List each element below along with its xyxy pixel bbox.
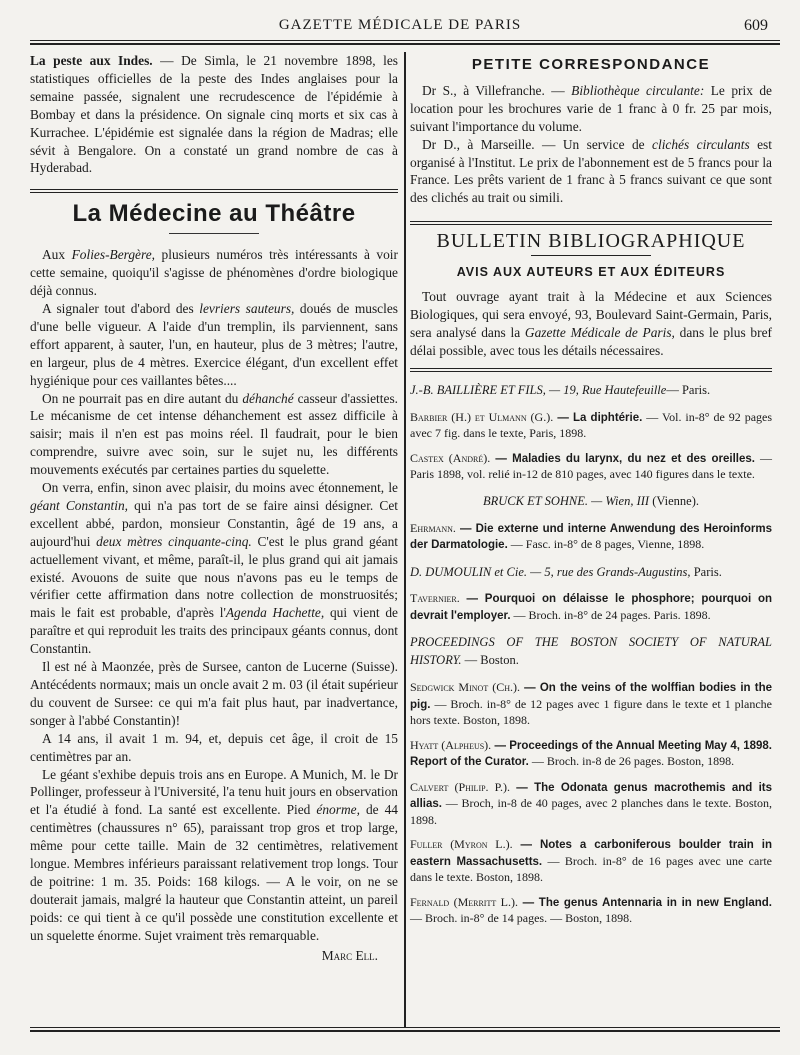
publisher-name: D. DUMOULIN et Cie. — 5, rue des Grands-Augustins, [410, 564, 691, 579]
italic-run: deux mètres cinquante-cinq. [96, 533, 252, 549]
italic-run: déhanché [242, 390, 294, 406]
publisher-city: — Boston. [461, 653, 519, 668]
title-ornament-rule [169, 233, 259, 234]
entry-details: — Vol. in-8° de 92 pages avec 7 fig. dans le texte, Paris, 1898. [410, 409, 773, 441]
footer-rule [30, 1027, 780, 1032]
publisher-line [410, 493, 772, 511]
entry-details: — Paris 1898, vol. relié in-12 de 810 pages, avec 140 figures dans le texte. [410, 450, 773, 482]
entry-details: — Broch. in-8° de 12 pages avec 1 figure dans le texte et 1 planche hors texte. Boston, 1898. [410, 696, 772, 728]
text-run: C'est le plus grand géant actuellement vivant, et même, paraît-il, le plus grand qui ait jamais existé. Avouons de suite que nous n'avons pas eu le temps de vérifier cette affirmation dans notre collection de monstruosités; mais le fait est probable, d'après l' [30, 533, 398, 621]
bib-entry [410, 895, 772, 927]
italic-run: Gazette Médicale de Paris, [524, 324, 675, 340]
entry-author: Sedgwick Minot (Ch.). [410, 680, 520, 695]
bib-entry [410, 780, 772, 829]
entry-author: Tavernier. [410, 591, 460, 606]
section-rule [410, 221, 772, 225]
italic-run: clichés circulants [652, 136, 750, 152]
publisher-name: PROCEEDINGS OF THE BOSTON SOCIETY OF NATURAL HISTORY. [410, 635, 772, 668]
bib-entry [410, 738, 772, 771]
italic-run: levriers sauteurs, [199, 300, 295, 316]
entry-author: Calvert (Philip. P.). [410, 779, 510, 794]
entry-title: — The Odonata genus macrothemis and its allias. [410, 781, 772, 811]
bulletin-title: BULLETIN BIBLIOGRAPHIQUE [436, 230, 746, 253]
article-paragraph [30, 390, 398, 480]
text-run: est organisé à l'Institut. Le prix de l'abonnement est de 5 francs pour la France. Les prêts varient de 1 franc à 5 francs suivant ce que sont des clichés au trait ou simili. [410, 136, 772, 206]
entry-details: — Fasc. in-8° de 8 pages, Vienne, 1898. [507, 537, 705, 551]
entry-title: — Notes a carboniferous boulder train in eastern Massachusetts. [410, 839, 772, 868]
italic-run: énorme, [316, 802, 360, 818]
text-run: Dr S., à Villefranche. — [422, 82, 572, 98]
avis-title: AVIS AUX AUTEURS ET AUX ÉDITEURS [456, 265, 726, 280]
text-run: On ne pourrait pas en dire autant du [42, 390, 243, 406]
entry-title: — The genus Antennaria in in new England. [518, 896, 772, 909]
text-run: Le géant s'exhibe depuis trois ans en Europe. A Munich, M. le Dr Pollinger, professeur à l'Université, l'a tenu huit jours en observation et l'a étudié à fond. La santé est excellente. Pied [30, 766, 398, 818]
publisher-city: — Paris. [666, 382, 711, 397]
italic-run: Agenda Hachette, [225, 605, 325, 621]
entry-author: Barbier (H.) et Ulmann (G.). [410, 409, 554, 424]
text-run: qui n'a pas tort de se faire ainsi désigner. Cet excellent abbé, pardon, monsieur Constantin, âgé de 19 ans, a aujourd'hui [30, 497, 398, 549]
publisher-city: Paris. [690, 564, 722, 579]
entry-title: — On the veins of the wolffian bodies in the pig. [410, 682, 772, 711]
bib-entry [410, 521, 772, 554]
peste-text: — De Simla, le 21 novembre 1898, les statistiques officielles de la peste des Indes anglaises pour la semaine passée, signalent une recrudescence de l'épidémie à Bombay et dans la présidence. On signale cinq morts et six cas à Kurrachee. L'épidémie est signalée dans la région de Madras; elle sévit à Bengalore. On a constaté un grand nombre de cas à Hyderabad. [30, 53, 398, 176]
entry-title: — Die externe und interne Anwendung des Heroinforms der Darmatologie. [410, 522, 772, 551]
peste-title: La peste aux Indes. [30, 53, 153, 68]
text-run: qui vient de paraître et qui reproduit les traits des principaux géants connus, dont Constantin. [30, 605, 398, 657]
entry-author: Fernald (Merritt L.). [410, 894, 519, 909]
entry-title: — La diphtérie. [553, 411, 643, 424]
bib-entry [410, 451, 772, 483]
column-divider [404, 52, 406, 1027]
entry-author: Fuller (Myron L.). [410, 837, 513, 852]
correspondance-item [410, 82, 772, 136]
italic-run: Bibliothèque circulante: [571, 82, 705, 98]
page-number: 609 [744, 17, 768, 34]
publisher-name: BRUCK ET SOHNE. — Wien, III [482, 493, 650, 508]
correspondance-item [410, 136, 772, 208]
article-paragraph [30, 246, 398, 300]
publisher-name: J.-B. BAILLIÈRE ET FILS, — 19, Rue Hautefeuille [410, 382, 667, 397]
text-run: On verra, enfin, sinon avec plaisir, du moins avec étonnement, le [42, 480, 398, 496]
text-run: dans le plus bref délai possible, avec tous les détails nécessaires. [410, 324, 772, 358]
entry-title: — Maladies du larynx, du nez et des oreilles. [490, 452, 755, 465]
section-rule [30, 189, 398, 193]
entry-author: Castex (André). [410, 450, 491, 465]
text-run: de 44 centimètres (chaussures n° 65), paraissant trop gros et trop large, même pour cette taille. Main de 32 centimètres, relativement longue. Membres inférieurs paraissant relativement trop longs. Tour de poitrine: 1 m. 35. Poids: 168 kilogs. — A le voir, on ne se douterait jamais, malgré la hauteur que Constantin atteint, un pareil poids: ce qui tient à ce qu'il possède une constitution excellente et un squelette énorme. Sujet vraiment très remarquable. [30, 802, 398, 943]
entry-author: Hyatt (Alpheus). [410, 737, 492, 752]
section-rule [410, 368, 772, 372]
entry-details: — Broch. in-8° de 14 pages. — Boston, 1898. [410, 911, 633, 926]
left-column [30, 52, 398, 965]
publisher-line [410, 564, 772, 582]
text-run: casseur d'assiettes. Le mécanisme de cet intense déhanchement est assez difficile à saisir; mais il n'en est pas moins réel. Il faudrait, pour le bien comprendre, suivre avec soin, sur le sujet nu, les différents mouvements exécutés par certaines parties du squelette. [30, 390, 399, 478]
header-rule [30, 40, 780, 45]
publisher-city: (Vienne). [649, 493, 699, 508]
avis-paragraph [410, 288, 772, 360]
author-signature: Marc Ell. [321, 947, 378, 963]
correspondance-title: PETITE CORRESPONDANCE [471, 56, 711, 73]
italic-run: géant Constantin, [30, 497, 128, 513]
article-paragraph: A 14 ans, il avait 1 m. 94, et, depuis cet âge, il croit de 15 centimètres par an. [30, 730, 398, 764]
section-title: La Médecine au Théâtre [72, 200, 356, 228]
text-run: Tout ouvrage ayant trait à la Médecine et aux Sciences Biologiques, qui sera envoyé, 93, Boulevard Saint-Germain, Paris, sera analysé dans la [410, 289, 772, 340]
bib-entry [410, 410, 772, 442]
entry-title: — Proceedings of the Annual Meeting May 4, 1898. Report of the Curator. [410, 739, 772, 769]
entry-author: Ehrmann. [410, 520, 456, 535]
italic-run: Folies-Bergère, [71, 247, 156, 263]
entry-details: — Broch, in-8 de 40 pages, avec 2 planches dans le texte. Boston, 1898. [410, 796, 772, 827]
entry-details: — Broch. in-8 de 26 pages. Boston, 1898. [528, 754, 735, 769]
text-run: Aux [42, 247, 72, 263]
entry-details: — Broch. in-8° de 16 pages avec une carte dans le texte. Boston, 1898. [410, 853, 772, 885]
entry-details: — Broch. in-8° de 24 pages. Paris. 1898. [510, 607, 711, 622]
right-column [410, 52, 772, 936]
title-ornament-rule [531, 255, 651, 256]
journal-title: GAZETTE MÉDICALE DE PARIS [278, 17, 522, 33]
article-paragraph [30, 300, 398, 390]
text-run: plusieurs numéros très intéressants à voir cette semaine, quoiqu'il s'agisse de phénomènes d'ordre biologique déjà connus. [30, 247, 398, 299]
bib-entry [410, 591, 772, 624]
article-paragraph: Il est né à Maonzée, près de Sursee, canton de Lucerne (Suisse). Antécédents normaux; mais un oncle avait 2 m. 03 (il était supérieur du couvent de Sursee: ce qui m'a fait plus haut, par inadvertance, songer à l'abbé Constantin)! [30, 659, 398, 728]
text-run: A signaler tout d'abord des [42, 300, 200, 316]
text-run: Dr D., à Marseille. — Un service de [422, 136, 653, 152]
entry-title: — Pourquoi on délaisse le phosphore; pourquoi on devrait l'employer. [410, 593, 772, 622]
publisher-line [410, 634, 772, 670]
article-paragraph [30, 766, 398, 945]
bib-entry [410, 680, 772, 729]
article-paragraph [30, 479, 398, 658]
running-header [0, 17, 800, 37]
text-run: doués de muscles d'une belle vigueur. A l'aide d'un tremplin, ils parviennent, sans effort apparent, à sauter, l'un, en hauteur, plus de 3 mètres; l'autre, en largeur, plus de 4 mètres. Exercice élégant, d'un excellent effet hygiénique pour ces vaillantes bêtes.... [30, 300, 399, 388]
peste-paragraph [30, 52, 398, 177]
bib-entry [410, 837, 772, 886]
publisher-line [410, 382, 772, 400]
text-run: Le prix de location pour les brochures varie de 1 franc à 0 fr. 25 par mois, suivant l'importance du volume. [410, 82, 772, 134]
